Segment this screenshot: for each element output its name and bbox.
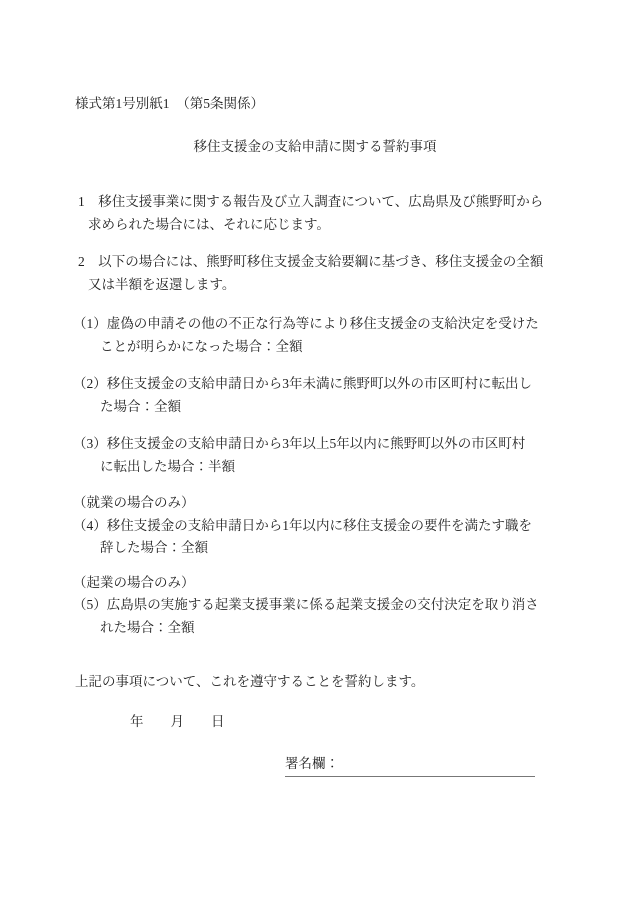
subclause-5-line-2: れた場合：全額: [100, 619, 195, 635]
signature-field[interactable]: [285, 753, 535, 777]
pledge-statement: 上記の事項について、これを遵守することを誓約します。: [75, 674, 425, 689]
clause-2: [0, 251, 630, 296]
subclause-4-line-1: （4）移住支援金の支給申請日から1年以内に移住支援金の要件を満たす職を: [73, 517, 532, 533]
subclause-3-line-2: に転出した場合：半額: [100, 458, 235, 474]
subclause-1-line-1: （1）虚偽の申請その他の不正な行為等により移住支援金の支給決定を受けた: [73, 316, 539, 331]
subclause-3-line-1: （3）移住支援金の支給申請日から3年以上5年以内に熊野町以外の市区町村: [73, 436, 526, 451]
subclause-2-line-1: （2）移住支援金の支給申請日から3年未満に熊野町以外の市区町村に転出し: [73, 376, 532, 391]
clause-2-line-2: 又は半額を返還します。: [88, 276, 236, 292]
subclause-3: [0, 433, 630, 478]
note-startup-only: （起業の場合のみ）: [73, 574, 195, 590]
clause-1-line-1: 1 移住支援事業に関する報告及び立入調査について、広島県及び熊野町から: [78, 194, 544, 209]
note-employment-only: （就業の場合のみ）: [73, 495, 195, 510]
signature-label: 署名欄：: [285, 756, 339, 771]
clause-1-line-2: 求められた場合には、それに応じます。: [88, 216, 330, 232]
document-title: 移住支援金の支給申請に関する誓約事項: [193, 138, 437, 154]
subclause-1: [0, 313, 630, 358]
clause-2-line-1: 2 以下の場合には、熊野町移住支援金支給要綱に基づき、移住支援金の全額: [78, 254, 544, 269]
subclause-1-line-2: ことが明らかになった場合：全額: [100, 338, 303, 354]
subclause-5: [0, 594, 630, 639]
clause-1: [0, 191, 630, 236]
subclause-2: [0, 373, 630, 418]
date-fill-in-line: 年 月 日: [130, 713, 225, 729]
form-number-label: 様式第1号別紙1 （第5条関係）: [75, 96, 264, 111]
subclause-4: [0, 515, 630, 560]
subclause-4-line-2: 辞した場合：全額: [100, 540, 208, 555]
subclause-2-line-2: た場合：全額: [100, 398, 181, 414]
subclause-5-line-1: （5）広島県の実施する起業支援事業に係る起業支援金の交付決定を取り消さ: [73, 597, 539, 612]
